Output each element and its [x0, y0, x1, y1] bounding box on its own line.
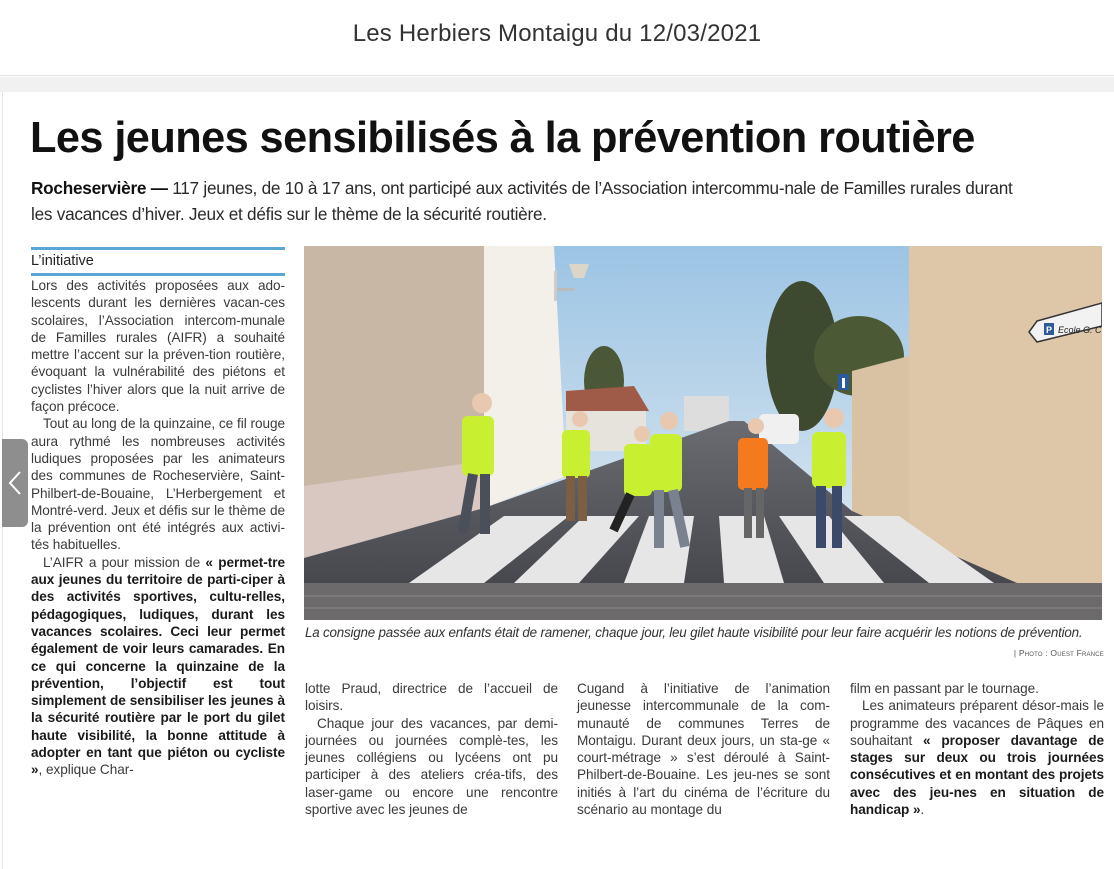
lead-text: 117 jeunes, de 10 à 17 ans, ont participé aux activités de l’Association intercommu-nale de Familles rurales durant les vacances d’hiver. Jeux et défis sur le thème de la sécurité routière.	[31, 178, 1013, 224]
article-column-2	[305, 680, 558, 818]
quote: « proposer davantage de stages sur deux ou trois journées consécutives et en montant des projets avec des jeu-nes en situation de handicap »	[850, 732, 1104, 818]
paragraph: Chaque jour des vacances, par demi-journées ou journées complè-tes, les jeunes collégiens ou lycéens ont pu participer à des ateliers créa-tifs, des laser-game ou encore une rencontre sportive avec les jeunes de	[305, 715, 558, 818]
one-way-sign	[838, 374, 849, 390]
sign-text: Ecole G. C	[1058, 325, 1102, 335]
article-column-4	[850, 680, 1104, 818]
rubric-rule-top	[31, 247, 285, 250]
paragraph: Tout au long de la quinzaine, ce fil rouge aura rythmé les nombreuses activités ludiques proposées par les animateurs des communes de Rocheservière, Saint-Philbert-de-Bouaine, L’Herbergement et Montré-verd. Jeux et défis sur le thème de la prévention ont été intégrés aux activi-tés habituelles.	[31, 416, 285, 553]
article-column-3	[577, 680, 830, 818]
paragraph: film en passant par le tournage.	[850, 681, 1039, 696]
article-photo	[304, 246, 1102, 620]
paragraph	[850, 697, 1104, 818]
page-header	[0, 0, 1114, 76]
article-headline: Les jeunes sensibilisés à la prévention routière	[30, 113, 975, 162]
paragraph-end: , explique Char-	[38, 762, 134, 778]
previous-page-button[interactable]	[2, 439, 28, 527]
crosswalk-photo	[304, 246, 1102, 620]
chevron-left-icon	[8, 470, 22, 496]
rubric-label: L’initiative	[31, 253, 94, 269]
sign-letter: P	[1046, 325, 1053, 335]
header-divider	[0, 77, 1114, 92]
page-title: Les Herbiers Montaigu du 12/03/2021	[352, 19, 762, 47]
paragraph-intro: L’AIFR a pour mission de	[43, 554, 206, 570]
paragraph: lotte Praud, directrice de l’accueil de loisirs.	[305, 681, 558, 714]
rubric-rule-bottom	[31, 273, 285, 276]
paragraph: Cugand à l’initiative de l’animation jeunesse intercommunale de la com-munauté de communes Terres de Montaigu. Durant deux jours, un sta-ge « court-métrage » s’est déroulé à Saint-Philbert-de-Bouaine. Les jeu-nes se sont initiés à l’art du cinéma de l’écriture du scénario au montage du	[577, 681, 830, 818]
paragraph	[31, 554, 285, 779]
paragraph-intro: Les animateurs préparent désor-mais le programme des vacances de Pâques en souhaitant	[850, 698, 1104, 748]
photo-credit: | Photo : Ouest France	[1013, 648, 1104, 658]
paragraph: Lors des activités proposées aux ado-lescents durant les dernières vacan-ces scolaires, l’Association intercom-munale de Familles rurales (AIFR) a souhaité mettre l’accent sur la préven-tion routière, évoquant la vulnérabilité des piétons et cyclistes l’hiver alors que la nuit arrive de façon précoce.	[31, 278, 285, 415]
quote: « permet-tre aux jeunes du territoire de parti-ciper à des activités sportives, cultu-relles, pédagogiques, ludiques, durant les vacances scolaires. Ceci leur permet également de voir leurs camarades. En ce qui concerne la quinzaine de la prévention, l’objectif est tout simplement de sensibiliser les jeunes à la sécurité routière par le port du gilet haute visibilité, la bonne attitude à adopter en tant que piéton ou cycliste »	[31, 554, 285, 778]
photo-caption: La consigne passée aux enfants était de ramener, chaque jour, leu gilet haute visibilité pour leur faire acquérir les notions de prévention.	[305, 625, 1083, 640]
article-lead	[31, 175, 1021, 227]
paragraph-end: .	[920, 802, 925, 818]
article-column-1	[31, 277, 285, 779]
cobblestones	[304, 583, 1102, 620]
left-house	[484, 246, 566, 508]
lead-place: Rocheservière —	[31, 178, 168, 198]
